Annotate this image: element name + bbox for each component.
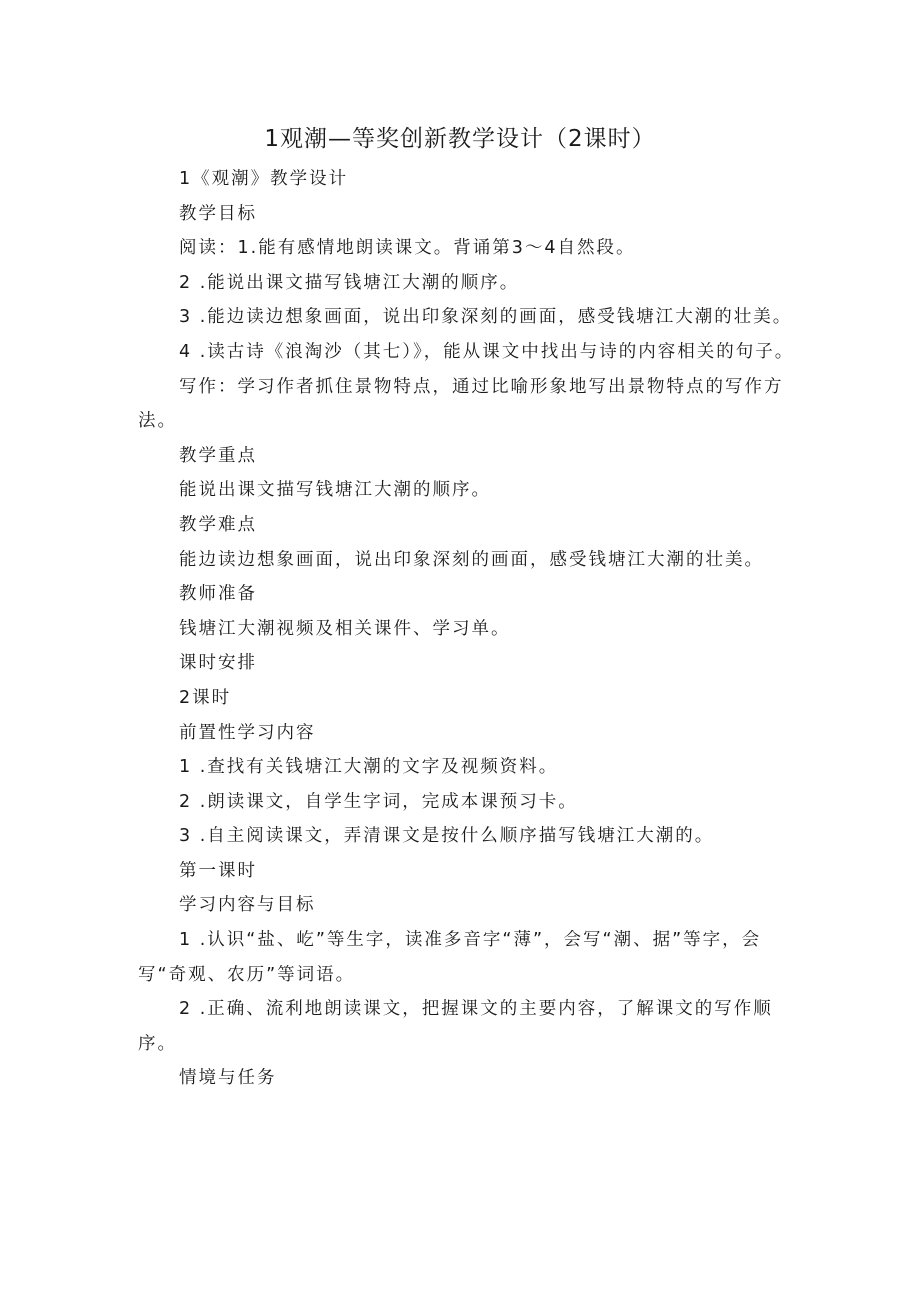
paragraph: 教学目标 — [179, 203, 257, 224]
section-heading: 前置性学习内容 — [179, 722, 316, 743]
paragraph: 阅读：1.能有感情地朗读课文。背诵第3～4自然段。 — [179, 238, 636, 259]
section-heading: 教学重点 — [179, 445, 257, 466]
paragraph: 1《观潮》教学设计 — [179, 169, 349, 189]
paragraph: 能说出课文描写钱塘江大潮的顺序。 — [179, 480, 491, 501]
section-heading: 学习内容与目标 — [179, 895, 316, 916]
paragraph: 2 .能说出课文描写钱塘江大潮的顺序。 — [179, 272, 520, 293]
section-heading: 情境与任务 — [179, 1068, 277, 1089]
section-heading: 教师准备 — [179, 584, 257, 605]
paragraph: 3 .能边读边想象画面，说出印象深刻的画面，感受钱塘江大潮的壮美。 — [179, 307, 793, 328]
paragraph: 2课时 — [179, 687, 232, 708]
paragraph: 钱塘江大潮视频及相关课件、学习单。 — [179, 618, 511, 639]
document-body — [138, 162, 798, 1096]
paragraph: 1 .查找有关钱塘江大潮的文字及视频资料。 — [179, 757, 559, 778]
paragraph: 写作：学习作者抓住景物特点，通过比喻形象地写出景物特点的写作方法。 — [138, 376, 784, 432]
paragraph: 4 .读古诗《浪淘沙（其七）》，能从课文中找出与诗的内容相关的句子。 — [179, 341, 795, 362]
section-heading: 教学难点 — [179, 514, 257, 535]
paragraph: 2 .正确、流利地朗读课文，把握课文的主要内容，了解课文的写作顺序。 — [138, 999, 773, 1054]
document-title: 1观潮—等奖创新教学设计（2课时） — [264, 126, 656, 152]
paragraph: 1 .认识“盐、屹”等生字，读准多音字“薄”，会写“潮、据”等字，会写“奇观、农历”等词语。 — [138, 930, 762, 985]
paragraph: 2 .朗读课文，自学生字词，完成本课预习卡。 — [179, 791, 578, 812]
paragraph: 3 .自主阅读课文，弄清课文是按什么顺序描写钱塘江大潮的。 — [179, 826, 715, 847]
paragraph: 能边读边想象画面，说出印象深刻的画面，感受钱塘江大潮的壮美。 — [179, 549, 764, 570]
section-heading: 第一课时 — [179, 860, 257, 881]
section-heading: 课时安排 — [179, 653, 257, 674]
